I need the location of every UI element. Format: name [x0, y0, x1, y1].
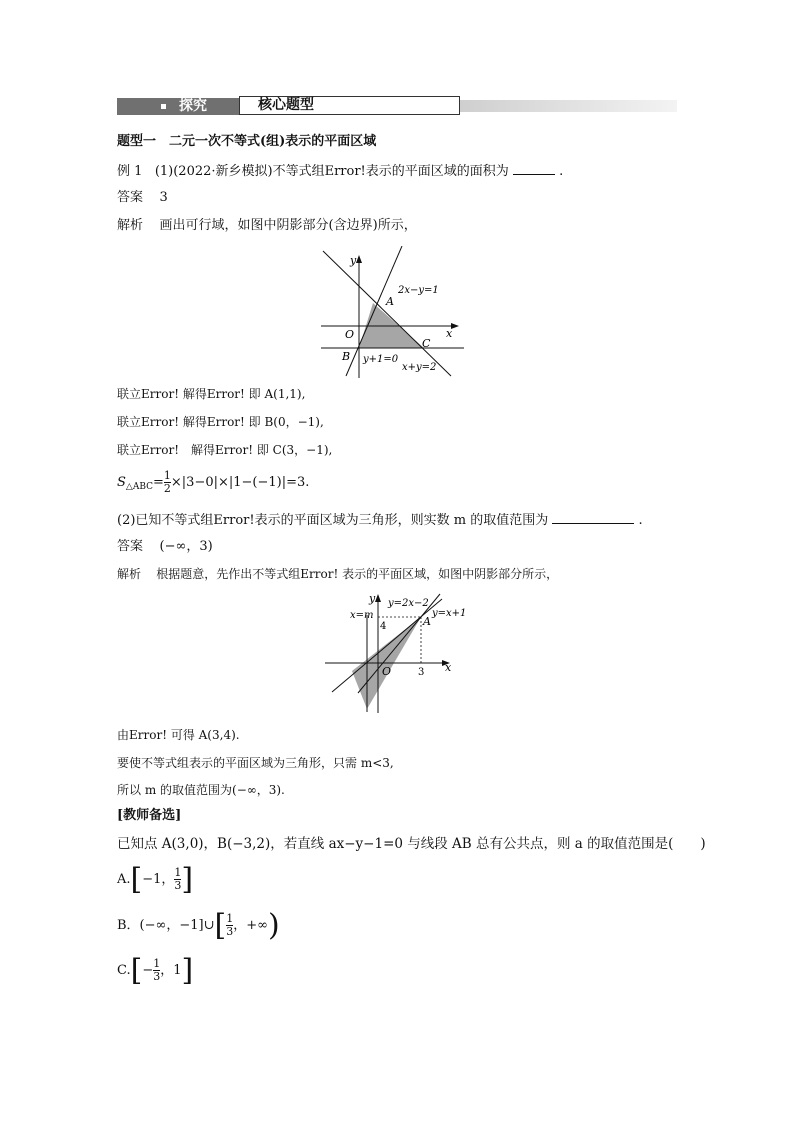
- step-6: 所以 m 的取值范围为(−∞，3).: [117, 783, 285, 797]
- area-equals: =: [153, 475, 164, 490]
- answer-value: (−∞，3): [159, 539, 213, 554]
- option-c-value: ，1: [160, 963, 182, 978]
- question-period: .: [638, 513, 643, 528]
- line1-label: y=2x−2: [388, 598, 429, 609]
- analysis-text: 画出可行域，如图中阴影部分(含边界)所示，: [159, 218, 417, 233]
- analysis-text: 根据题意，先作出不等式组Error! 表示的平面区域，如图中阴影部分所示，: [156, 567, 559, 581]
- point-b-label: B: [342, 350, 351, 363]
- option-b: [117, 908, 280, 944]
- line3-label: x+y=2: [402, 362, 437, 373]
- area-subscript: △ABC: [125, 482, 153, 492]
- step-4: 由Error! 可得 A(3,4).: [117, 728, 240, 742]
- option-b-prefix: B．(−∞，−1]∪: [117, 918, 215, 933]
- fraction-denominator: 2: [163, 482, 171, 495]
- origin-label: O: [382, 665, 392, 678]
- y-label: y: [369, 592, 376, 605]
- x-m-label: x=m: [350, 610, 374, 621]
- line2-label: y=x+1: [432, 608, 467, 619]
- example2-question: [117, 511, 643, 530]
- tick-3-label: 3: [418, 667, 425, 678]
- option-a-value: −1，: [142, 872, 175, 887]
- fraction-numerator: 1: [174, 866, 182, 879]
- fraction-numerator: 1: [153, 957, 161, 970]
- area-symbol: S: [117, 475, 126, 490]
- option-b-right-bracket: ): [267, 907, 280, 943]
- option-b-left-bracket: [: [214, 907, 227, 943]
- x-label: x: [446, 327, 453, 340]
- question-period: .: [559, 164, 564, 179]
- answer-blank: [513, 162, 555, 175]
- banner-fade-bar: [460, 100, 677, 112]
- fraction-half: [164, 470, 171, 495]
- fraction-denominator: 3: [174, 879, 182, 892]
- option-c-left-bracket: [: [130, 952, 143, 988]
- option-c-sign: −: [142, 963, 154, 978]
- line1-label: 2x−y=1: [398, 285, 439, 296]
- point-a-label: A: [423, 615, 431, 628]
- answer-line: [117, 189, 168, 207]
- example-label: 例 1: [117, 164, 143, 179]
- fraction-denominator: 3: [226, 925, 234, 938]
- step-3: 联立Error! 解得Error! 即 C(3，−1),: [117, 443, 333, 457]
- x-label: x: [445, 661, 452, 674]
- graph-1: [316, 246, 466, 380]
- point-c-label: C: [422, 337, 431, 350]
- option-a-right-bracket: ]: [181, 861, 194, 897]
- analysis-label: 解析: [117, 567, 142, 581]
- graph-2: [322, 589, 472, 715]
- fraction-numerator: 1: [226, 912, 234, 925]
- banner-title: 核心题型: [258, 97, 314, 113]
- bullet-icon: [161, 104, 166, 109]
- banner-dark-block: [117, 98, 239, 115]
- answer-value: 3: [159, 190, 168, 205]
- option-a: [117, 862, 193, 898]
- fraction-numerator: 1: [163, 469, 171, 482]
- step-2: 联立Error! 解得Error! 即 B(0，−1),: [117, 415, 324, 429]
- y-label: y: [350, 254, 357, 267]
- y-axis-arrow-icon: [375, 594, 381, 602]
- y-axis-arrow-icon: [356, 255, 362, 263]
- question-text: (2)已知不等式组Error!表示的平面区域为三角形，则实数 m 的取值范围为: [117, 513, 549, 528]
- analysis-label: 解析: [117, 218, 144, 233]
- tick-4-label: 4: [380, 621, 387, 632]
- analysis-line: [117, 217, 417, 235]
- option-c: [117, 953, 193, 989]
- option-b-value: ，+∞: [233, 918, 268, 933]
- section-banner: [117, 96, 677, 118]
- line-y-x-plus-1: [332, 599, 442, 692]
- example1-question: [117, 162, 563, 181]
- teacher-label: [教师备选]: [117, 808, 182, 823]
- option-c-prefix: C.: [117, 963, 131, 978]
- step-1: 联立Error! 解得Error! 即 A(1,1),: [117, 387, 306, 401]
- fraction-denominator: 3: [153, 970, 161, 983]
- answer-label: 答案: [117, 539, 144, 554]
- point-a-label: A: [386, 295, 394, 308]
- line2-label: y+1=0: [363, 354, 399, 365]
- area-rest: ×|3−0|×|1−(−1)|=3.: [170, 475, 310, 490]
- area-formula: [117, 467, 309, 503]
- option-c-right-bracket: ]: [181, 952, 194, 988]
- answer-line-2: [117, 538, 213, 556]
- teacher-question: 已知点 A(3,0)，B(−3,2)，若直线 ax−y−1=0 与线段 AB 总有公共点，则 a 的取值范围是( ): [117, 836, 706, 852]
- analysis-line-2: [117, 565, 558, 583]
- section-heading: 题型一 二元一次不等式(组)表示的平面区域: [117, 134, 377, 149]
- step-5: 要使不等式组表示的平面区域为三角形，只需 m<3,: [117, 756, 394, 770]
- question-text: (1)(2022·新乡模拟)不等式组Error!表示的平面区域的面积为: [154, 164, 509, 179]
- option-a-prefix: A.: [117, 872, 131, 887]
- answer-blank: [552, 511, 634, 524]
- option-a-fraction: [174, 867, 181, 892]
- origin-label: O: [345, 328, 355, 341]
- banner-section: 探究: [179, 98, 207, 114]
- option-a-left-bracket: [: [130, 861, 143, 897]
- answer-label: 答案: [117, 190, 144, 205]
